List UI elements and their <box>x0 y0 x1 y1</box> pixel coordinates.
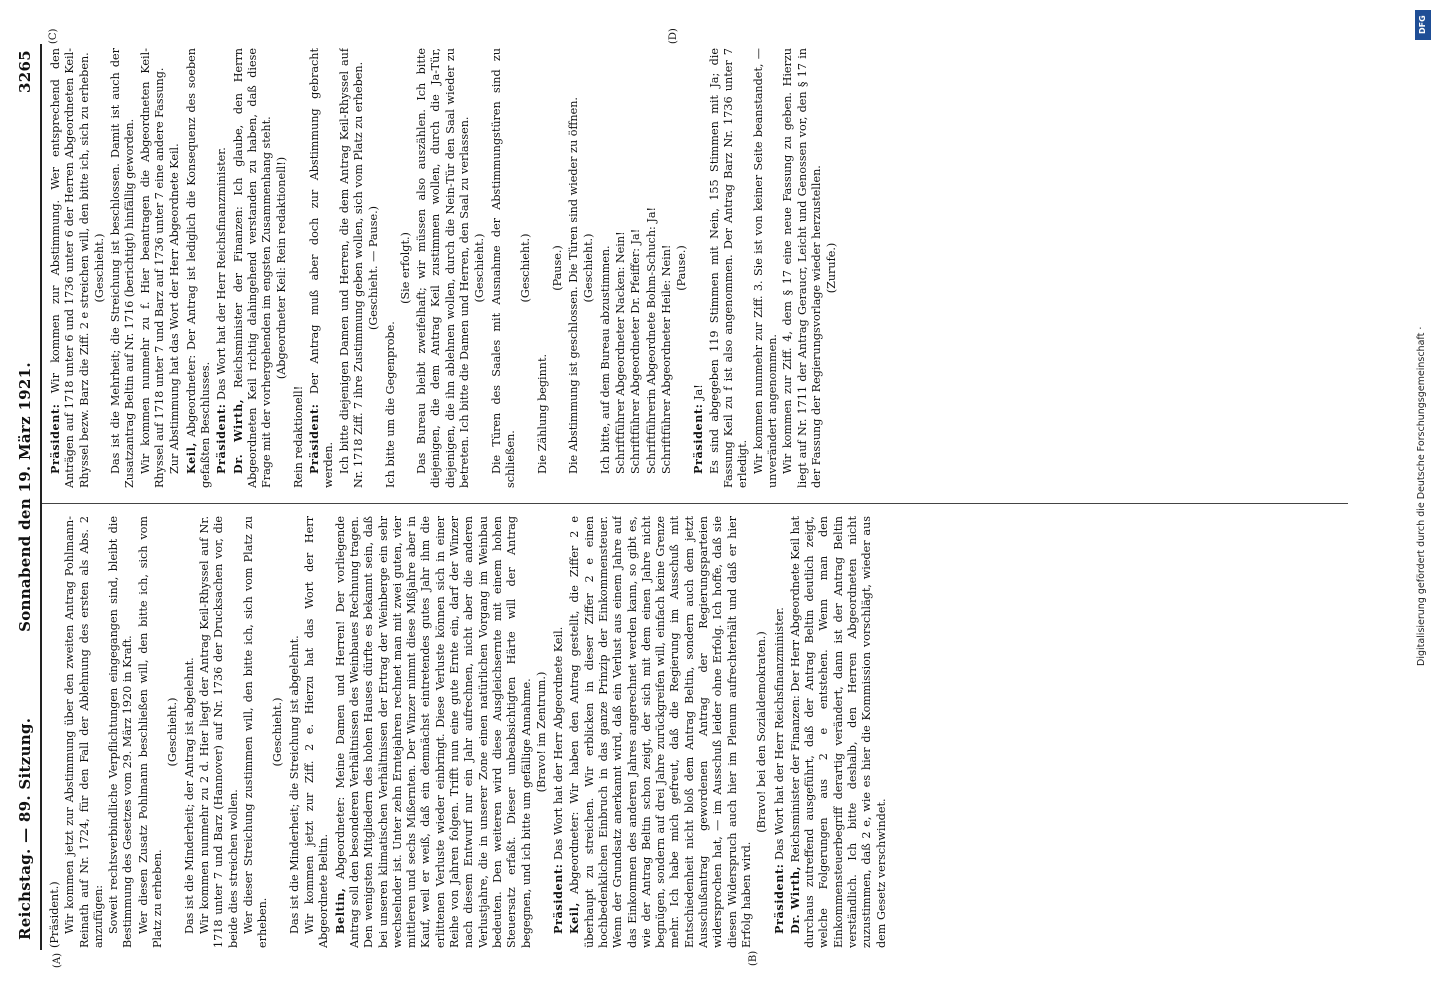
speaker-name: Präsident: <box>691 403 706 474</box>
paragraph-text: Das ist die Mehrheit; die Streichung ist beschlossen. Damit ist auch der Zusatzantrag Beltin auf Nr. 1716 (berichtigt) hinfällig geworden. <box>109 48 137 488</box>
paragraph-text: Das Bureau bleibt zweifelhaft; wir müssen also auszählen. Ich bitte diejenigen, die dem Antrag Keil zustimmen wollen, durch die Ja-Tür, diejenigen, die ihn ablehnen wollen, durch die Nein-Tür den Saal wieder zu betreten. Ich bitte die Damen und Herren, den Saal zu verlassen. <box>415 48 472 488</box>
paragraph <box>781 48 824 488</box>
paragraph <box>166 516 180 948</box>
paragraph <box>629 48 643 488</box>
paragraph <box>645 48 659 488</box>
speaker-name: Präsident: <box>214 403 229 474</box>
speaker-name: Dr. Wirth, <box>787 865 802 934</box>
paragraph <box>338 48 367 488</box>
paragraph <box>535 516 549 948</box>
paragraph-text: Schriftführer Abgeordneter Heile: Nein! <box>659 244 673 474</box>
paragraph <box>691 48 706 488</box>
paragraph-text: Wir kommen jetzt zur Ziff. 2 e. Hierzu hat das Wort der Herr Abgeordnete Beltin. <box>303 516 331 948</box>
paragraph <box>63 516 106 948</box>
paragraph-text: (Geschieht.) <box>582 233 596 303</box>
paragraph-text: Der Antrag muß aber doch zur Abstimmung gebracht werden. <box>308 48 336 488</box>
paragraph <box>551 516 566 948</box>
paragraph-text: Abgeordneter: Der Antrag ist lediglich die Konsequenz des soeben gefaßten Beschlusses. <box>184 48 212 488</box>
paragraph-text: Ich bitte diejenigen Damen und Herren, die dem Antrag Keil-Rhyssel auf Nr. 1718 Ziff. 7 ihre Zustimmung geben wollen, sich vom Platz zu erheben. <box>337 48 365 488</box>
paragraph-text: (Geschieht.) <box>473 233 487 303</box>
paragraph-text: Zur Abstimmung hat das Wort der Herr Abgeordnete Keil. <box>168 143 182 474</box>
paragraph-text: Das Wort hat der Herr Abgeordnete Keil. <box>552 626 566 864</box>
paragraph <box>473 48 487 488</box>
paragraph-text: (Sie erfolgt.) <box>398 232 412 304</box>
paragraph-text: Schriftführer Abgeordneter Dr. Pfeiffer: Ja! <box>629 228 643 474</box>
paragraph-text: (Geschieht. — Pause.) <box>367 205 381 331</box>
paragraph <box>48 516 62 948</box>
paragraph-text: (Geschieht.) <box>271 697 285 767</box>
speaker-name: Keil, <box>567 902 582 934</box>
paragraph-text: Die Türen des Saales mit Ausnahme der Abstimmungstüren sind zu schließen. <box>489 48 517 488</box>
rotated-page-content <box>8 30 1348 970</box>
speaker-name: Präsident: <box>48 403 62 474</box>
speaker-name: Präsident: <box>551 863 566 934</box>
paragraph-text: Ich bitte um die Gegenprobe. <box>383 321 397 488</box>
speaker-name: Dr. Wirth, <box>230 398 245 474</box>
paragraph <box>367 48 381 488</box>
paragraph <box>551 48 565 488</box>
paragraph <box>48 48 92 488</box>
paragraph <box>490 48 519 488</box>
paragraph-text: Schriftführerin Abgeordnete Bohm-Schuch: Ja! <box>644 206 658 474</box>
paragraph-text: (Pause.) <box>550 245 564 291</box>
paragraph-text: (Bravo! bei den Sozialdemokraten.) <box>755 631 769 833</box>
paragraph <box>231 48 275 488</box>
paragraph-text: Das Wort hat der Herr Reichsfinanzminister. <box>772 607 786 864</box>
margin-marker-c: (C) <box>48 28 59 44</box>
paragraph <box>415 48 472 488</box>
running-header <box>14 44 42 950</box>
paragraph-text: Abgeordneter: Meine Damen und Herren! Der vorliegende Antrag soll den besonderen Verhältnissen des Weinbaues Rechnung tragen. Den wenigsten Mitgliedern des hohen Hauses dürfte es bekannt sein, daß bei unseren klimatischen Verhältnissen der Ertrag der Weinberge ein sehr wechselnder ist. Unter zehn Erntejahren rechnet man mit zwei guten, vier mittleren und sechs Mißernten. Der Winzer nimmt diese Mißjahre aber in Kauf, weil er weiß, daß ein demnächst eintretendes gutes Jahr ihm die erlittenen Verluste wieder einbringt. Diese Verluste können sich in einer Reihe von Jahren folgen. Trifft nun eine gute Ernte ein, darf der Winzer nach diesem Entwurf nur ein Jahr aufrechnen, nicht aber die anderen Verlustjahre, die in unserer Zone einen natürlichen Vorgang im Weinbau bedeuten. Den weiteren wird diese Ausgleichsernte mit einem hohen Steuersatz erfaßt. Dieser unbeabsichtigten Härte will der Antrag begegnen, und ich bitte um gefällige Annahme. <box>333 516 533 948</box>
paragraph-text: Das ist die Minderheit; die Streichung ist abgelehnt. <box>287 635 301 934</box>
paragraph-text: (Abgeordneter Keil: Rein redaktionell!) <box>275 156 289 380</box>
margin-marker-a: (A) <box>52 952 63 968</box>
paragraph <box>599 48 613 488</box>
paragraph <box>109 48 138 488</box>
paragraph <box>288 516 302 948</box>
paragraph <box>271 516 285 948</box>
column-divider <box>42 503 1348 504</box>
paragraph <box>567 516 754 948</box>
paragraph <box>772 516 787 948</box>
paragraph-text: (Zurufe.) <box>825 242 839 294</box>
paragraph <box>93 48 107 488</box>
paragraph-text: Schriftführer Abgeordneter Nacken: Nein! <box>613 231 627 474</box>
paragraph <box>536 48 550 488</box>
paragraph <box>567 48 581 488</box>
paragraph-text: Ich bitte, auf dem Bureau abzustimmen. <box>598 245 612 474</box>
right-column <box>48 48 1344 488</box>
paragraph-text: Wer diesen Zusatz Pohlmann beschließen will, den bitte ich, sich vom Platz zu erheben. <box>136 516 165 948</box>
paragraph-text: Rein redaktionell! <box>291 385 305 488</box>
left-column <box>48 516 1344 948</box>
speaker-name: Keil, <box>183 442 198 474</box>
paragraph <box>519 48 533 488</box>
paragraph-text: (Geschieht.) <box>166 697 180 767</box>
paragraph-text: (Präsident.) <box>48 881 61 948</box>
paragraph-text: Es sind abgegeben 119 Stimmen mit Nein, 155 Stimmen mit Ja; die Fassung Keil zu f ist also angenommen. Der Antrag Barz Nr. 1736 unter 7 erledigt. <box>707 48 750 488</box>
paragraph <box>582 48 596 488</box>
margin-marker-b: (B) <box>748 950 759 966</box>
paragraph-text: Reichsminister der Finanzen: Ich glaube, den Herrn Abgeordneten Keil richtig dahingehend verstanden zu haben, daß diese Frage mit der vorhergehenden im engsten Zusammenhang steht. <box>231 48 274 488</box>
paragraph-text: (Geschieht.) <box>92 233 106 303</box>
paragraph <box>307 48 337 488</box>
paragraph-text: Wir kommen nunmehr zu f. Hier beantragen die Abgeordneten Keil-Rhyssel auf 1718 unter 7 und Barz auf 1736 unter 7 eine andere Fassung. <box>138 48 167 488</box>
digitization-sidebar <box>1414 6 1432 996</box>
paragraph-text: Abgeordneter: Wir haben den Antrag gestellt, die Ziffer 2 e überhaupt zu streichen. Wir erblicken in dieser Ziffer 2 e einen hochbedenklichen Einbruch in das ganze Prinzip der Einkommensteuer. Wenn der Grundsatz anerkannt wird, daß ein Verlust aus einem Jahre auf das Einkommen des anderen Jahres angerechnet werden kann, so gibt es, wie der Antrag Beltin schon zeigt, der sich mit dem einen Jahre nicht begnügen, sondern auf drei Jahre zurückgreifen will, einfach keine Grenze mehr. Ich habe mich gefreut, daß die Regierung im Ausschuß mit Entschiedenheit nicht bloß dem Antrag Beltin, sondern auch dem jetzt Ausschußantrag gewordenen Antrag der Regierungsparteien widersprochen hat, — im Ausschuß leider ohne Erfolg. Ich hoffe, daß sie diesen Widerspruch auch hier im Plenum aufrechterhält und daß er hier Erfolg haben wird. <box>568 516 753 948</box>
scanned-page <box>8 30 1348 970</box>
paragraph <box>660 48 674 488</box>
paragraph-text: Die Zählung beginnt. <box>535 353 549 474</box>
paragraph <box>183 516 197 948</box>
header-session: Reichstag. — 89. Sitzung. <box>16 717 34 940</box>
paragraph-text: Soweit rechtsverbindliche Verpflichtungen eingegangen sind, bleibt die Bestimmung des Gesetzes vom 29. März 1920 in Kraft. <box>107 516 135 948</box>
paragraph <box>788 516 889 948</box>
paragraph-text: Das Wort hat der Herr Reichsfinanzminister. <box>215 147 229 404</box>
paragraph-text: Wir kommen zur Abstimmung. Wer entsprechend den Anträgen auf 1718 unter 6 und 1736 unter 6 der Herren Abgeordneten Keil-Rhyssel bezw. Barz die Ziff. 2 e streichen will, den bitte ich, sich zu erheben. <box>49 48 91 488</box>
paragraph-text: (Geschieht.) <box>519 233 533 303</box>
paragraph <box>168 48 182 488</box>
paragraph <box>333 516 534 948</box>
paragraph <box>275 48 289 488</box>
paragraph <box>825 48 839 488</box>
paragraph <box>242 516 271 948</box>
paragraph <box>708 48 751 488</box>
paragraph <box>214 48 229 488</box>
page-number: 3265 <box>16 50 34 93</box>
paragraph-text: Wer dieser Streichung zustimmen will, den bitte ich, sich vom Platz zu erheben. <box>241 516 270 948</box>
paragraph-text: Wir kommen nunmehr zur Ziff. 3. Sie ist von keiner Seite beanstandet, — unverändert angenommen. <box>751 48 779 488</box>
paragraph-text: (Bravo! im Zentrum.) <box>534 671 548 793</box>
paragraph <box>107 516 136 948</box>
paragraph <box>137 516 166 948</box>
paragraph <box>675 48 689 488</box>
paragraph <box>184 48 214 488</box>
paragraph <box>752 48 781 488</box>
paragraph-text: Wir kommen jetzt zur Abstimmung über den zweiten Antrag Pohlmann-Reinath auf Nr. 1724, für den Fall der Ablehnung des ersten als Abs. 2 anzufügen: <box>63 516 105 948</box>
header-date: Sonnabend den 19. März 1921. <box>16 362 34 632</box>
paragraph <box>198 516 241 948</box>
paragraph-text: Wir kommen nunmehr zu 2 d. Hier liegt der Antrag Keil-Rhyssel auf Nr. 1718 unter 7 und Barz (Hannover) auf Nr. 1736 der Drucksachen vor, die beide dies streichen wollen. <box>197 516 240 948</box>
speaker-name: Präsident: <box>307 403 322 474</box>
paragraph <box>303 516 332 948</box>
paragraph-text: Die Abstimmung ist geschlossen. Die Türen sind wieder zu öffnen. <box>567 97 581 474</box>
paragraph-text: Ja! <box>692 384 706 404</box>
paragraph <box>384 48 398 488</box>
paragraph <box>755 516 769 948</box>
paragraph <box>399 48 413 488</box>
speaker-name: Präsident: <box>771 863 786 934</box>
paragraph-text: (Pause.) <box>675 245 689 291</box>
paragraph-text: Reichsminister der Finanzen: Der Herr Abgeordnete Keil hat durchaus zutreffend ausgeführt, daß der Antrag Beltin deutlich zeigt, welche Folgerungen aus 2 e entstehen. Wenn man den Einkommensteuerbegriff derartig verändert, dann ist der Antrag Beltin verständlich. Ich bitte deshalb, den Herren Abgeordneten nicht zuzustimmen, daß 2 e, wie es hier die Kommission vorschlägt, wieder aus dem Gesetz verschwindet. <box>788 516 888 948</box>
paragraph-text: Das ist die Minderheit; der Antrag ist abgelehnt. <box>182 657 196 934</box>
funding-credit: Digitalisierung gefördert durch die Deutsche Forschungsgemeinschaft · <box>1416 326 1427 666</box>
paragraph-text: Wir kommen zur Ziff. 4, dem § 17 eine neue Fassung zu geben. Hierzu liegt auf Nr. 1711 der Antrag Geraucr, Leicht und Genossen vor, den § 17 in der Fassung der Regierungsvorlage wieder herzustellen. <box>781 48 823 488</box>
paragraph <box>292 48 306 488</box>
paragraph <box>614 48 628 488</box>
dfg-logo: DFG <box>1415 10 1431 40</box>
margin-marker-d: (D) <box>668 28 679 44</box>
paragraph <box>139 48 168 488</box>
speaker-name: Beltin, <box>332 887 347 934</box>
